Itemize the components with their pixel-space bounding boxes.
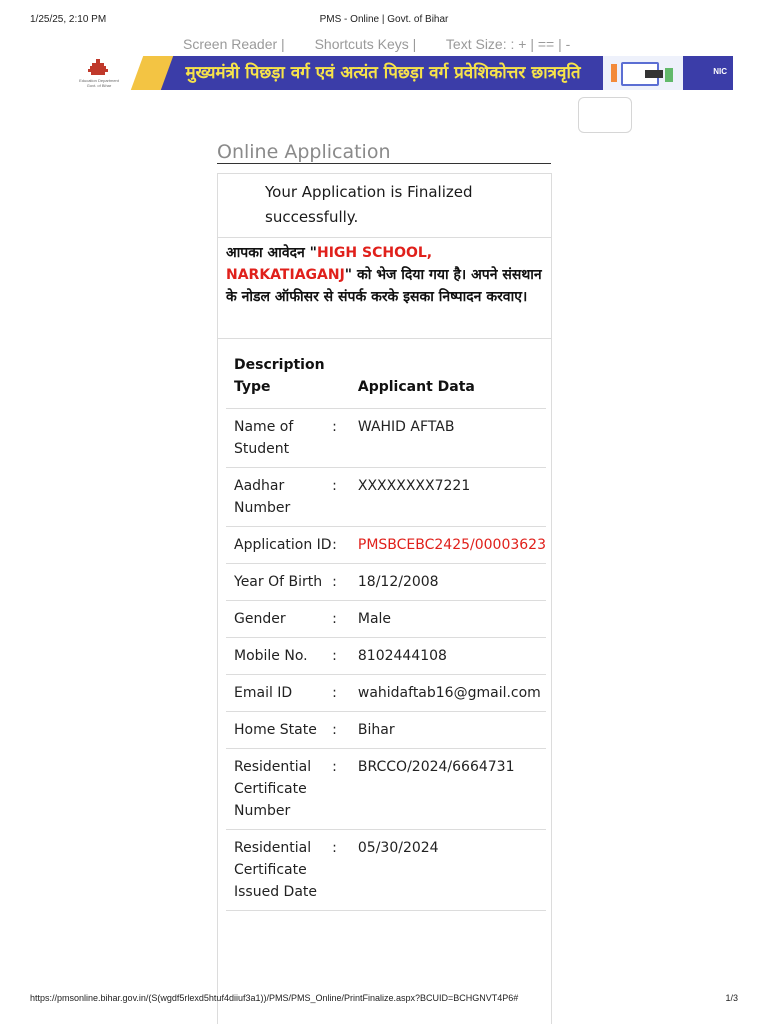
description-type-header: Description Type <box>226 350 332 409</box>
row-label: Residential Certificate Number <box>226 749 332 830</box>
site-banner <box>37 56 733 90</box>
row-label: Email ID <box>226 675 332 712</box>
birth-date-value: 18/12/2008 <box>350 564 546 601</box>
row-label: Aadhar Number <box>226 468 332 527</box>
divider <box>218 338 551 339</box>
screen-reader-link[interactable]: Screen Reader | <box>183 36 285 52</box>
home-state-value: Bihar <box>350 712 546 749</box>
page-title: Online Application <box>217 141 551 164</box>
application-card <box>217 173 552 1024</box>
row-colon: : <box>332 601 350 638</box>
colon-header <box>332 350 350 409</box>
table-row <box>226 527 546 564</box>
student-name-value: WAHID AFTAB <box>350 409 546 468</box>
table-row <box>226 468 546 527</box>
print-header <box>30 14 738 32</box>
applicant-data-table <box>226 350 546 911</box>
row-colon: : <box>332 749 350 830</box>
table-row <box>226 830 546 911</box>
table-row <box>226 675 546 712</box>
row-label: Application ID <box>226 527 332 564</box>
applicant-data-header: Applicant Data <box>350 350 546 409</box>
row-label: Gender <box>226 601 332 638</box>
row-colon: : <box>332 564 350 601</box>
row-colon: : <box>332 712 350 749</box>
table-row <box>226 601 546 638</box>
table-row <box>226 564 546 601</box>
text-size-controls[interactable]: Text Size: : + | == | - <box>445 36 571 52</box>
row-colon: : <box>332 830 350 911</box>
table-row <box>226 749 546 830</box>
print-url: https://pmsonline.bihar.gov.in/(S(wgdf5rlexd5htuf4diiuf3a1))/PMS/PMS_Online/PrintFinalize.aspx?BCUID=BCHGNVT4P6# <box>30 993 519 1003</box>
table-row <box>226 638 546 675</box>
print-footer <box>30 993 738 1009</box>
residential-certificate-date-value: 05/30/2024 <box>350 830 546 911</box>
illustration-book <box>611 64 617 82</box>
blank-button[interactable] <box>578 97 632 133</box>
accessibility-bar <box>183 36 596 56</box>
row-label: Name of Student <box>226 409 332 468</box>
shortcut-keys-link[interactable]: Shortcuts Keys | <box>314 36 417 52</box>
nic-logo: NIC <box>713 67 727 76</box>
bihar-emblem-icon <box>87 58 109 76</box>
logo-caption: Education Department Govt. of Bihar <box>79 78 119 88</box>
hindi-message-prefix: आपका आवेदन " <box>226 245 317 261</box>
illustration-plant <box>665 68 673 82</box>
education-illustration <box>603 56 683 90</box>
hindi-status-message <box>226 242 546 308</box>
hindi-message-suffix: " को भेज दिया गया है। अपने संसथान के नोडल ऑफीसर से संपर्क करके इसका निष्पादन करवाए। <box>226 267 542 305</box>
institution-name: HIGH SCHOOL, NARKATIAGANJ <box>226 245 433 283</box>
row-colon: : <box>332 675 350 712</box>
graduation-cap-icon <box>645 70 663 78</box>
row-label: Year Of Birth <box>226 564 332 601</box>
row-label: Mobile No. <box>226 638 332 675</box>
mobile-number-value: 8102444108 <box>350 638 546 675</box>
print-page-title: PMS - Online | Govt. of Bihar <box>319 14 449 25</box>
table-header-row <box>226 350 546 409</box>
row-label: Home State <box>226 712 332 749</box>
row-colon: : <box>332 527 350 564</box>
divider <box>218 237 551 238</box>
residential-certificate-number-value: BRCCO/2024/6664731 <box>350 749 546 830</box>
email-value: wahidaftab16@gmail.com <box>350 675 546 712</box>
aadhar-number-value: XXXXXXXX7221 <box>350 468 546 527</box>
gender-value: Male <box>350 601 546 638</box>
row-colon: : <box>332 468 350 527</box>
print-datetime: 1/25/25, 2:10 PM <box>30 14 107 25</box>
success-message: Your Application is Finalized successfully. <box>265 183 473 226</box>
application-id-value: PMSBCEBC2425/00003623 <box>350 527 546 564</box>
table-row <box>226 712 546 749</box>
scheme-title: मुख्यमंत्री पिछड़ा वर्ग एवं अत्यंत पिछड़ा वर्ग प्रवेशिकोत्तर छात्रवृति <box>185 63 581 83</box>
row-label: Residential Certificate Issued Date <box>226 830 332 911</box>
row-colon: : <box>332 638 350 675</box>
table-row <box>226 409 546 468</box>
print-page-number: 1/3 <box>725 993 738 1003</box>
row-colon: : <box>332 409 350 468</box>
